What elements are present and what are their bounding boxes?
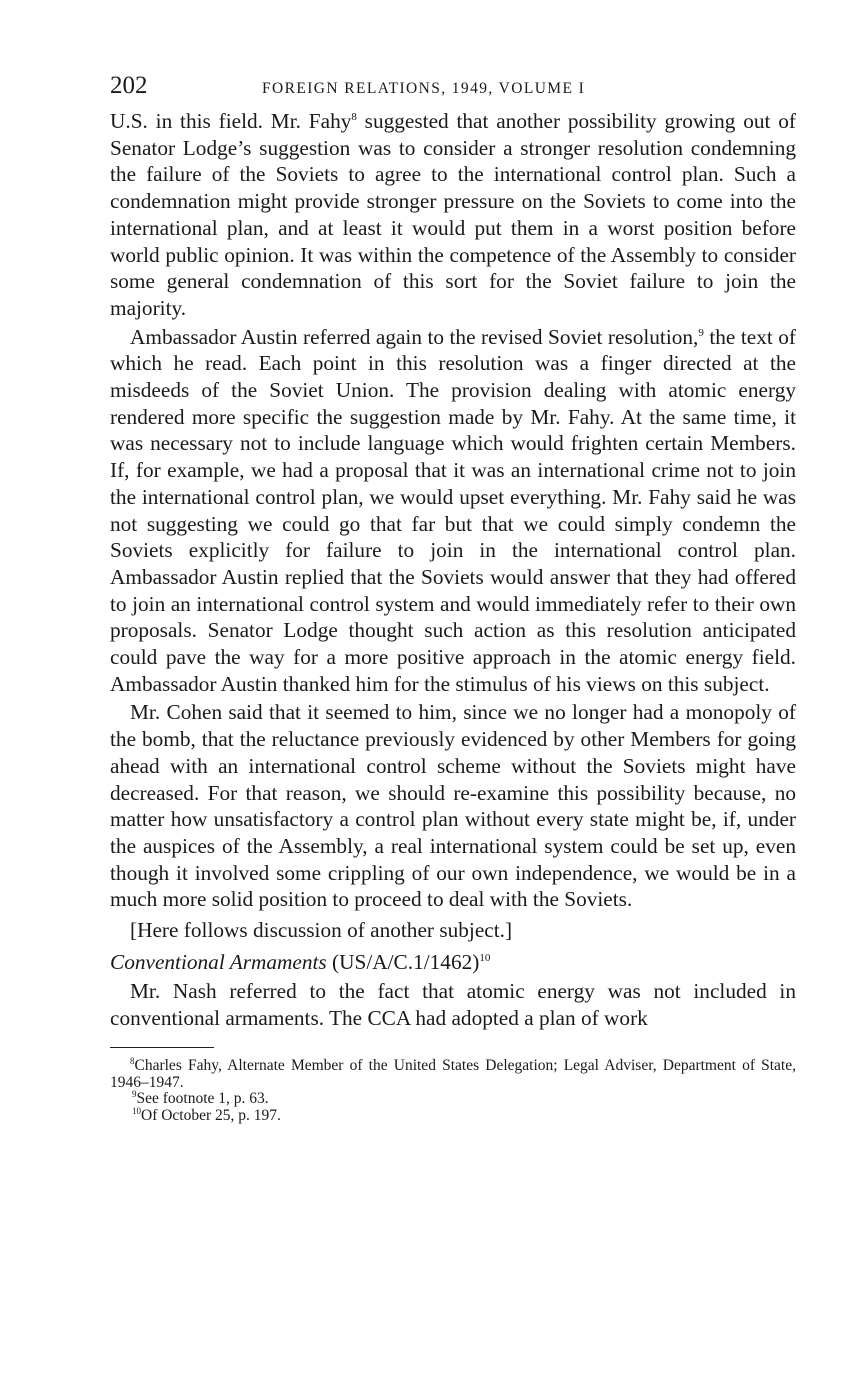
footnote	[110, 1058, 796, 1091]
footnote-ref: 8	[351, 110, 357, 123]
footnote-text: Charles Fahy, Alternate Member of the United States Delegation; Legal Adviser, Department of State, 1946–1947.	[110, 1057, 796, 1091]
footnotes	[110, 1058, 796, 1124]
footnote-text: See footnote 1, p. 63.	[136, 1090, 269, 1108]
paragraph-text: the text of which he read. Each point in this resolution was a finger directed at the misdeeds of the Soviet Union. The provision dealing with atomic energy rendered more specific the suggestion made by Mr. Fahy. At the same time, it was necessary not to include language which would frighten certain Members. If, for example, we had a proposal that it was an international crime not to join the international control plan, we would upset everything. Mr. Fahy said he was not suggesting we could go that far but that we could simply condemn the Soviets explicitly for failure to join in the international control plan. Ambassador Austin replied that the Soviets would answer that they had offered to join an international control system and would immediately refer to their own proposals. Senator Lodge thought such action as this resolution anticipated could pave the way for a more positive approach in the atomic energy field. Ambassador Austin thanked him for the stimulus of his views on this subject.	[110, 324, 797, 696]
footnote-mark: 8	[130, 1056, 135, 1067]
paragraph-text: suggested that another possibility growing out of Senator Lodge’s suggestion was to consider a stronger resolution condemning the failure of the Soviets to agree to the international control plan. Such a condemnation might provide stronger pressure on the Soviets to come into the international plan, and at least it would put them in a worst position before world public opinion. It was within the competence of the Assembly to consider some general condemnation of this sort for the Soviet failure to join the majority.	[110, 109, 797, 320]
footnote-ref: 10	[479, 951, 491, 964]
footnote-mark: 10	[132, 1105, 141, 1116]
footnote-divider	[110, 1047, 214, 1048]
footnote-mark: 9	[132, 1089, 137, 1100]
section-heading	[110, 948, 796, 976]
paragraph	[110, 108, 796, 322]
paragraph-text: Ambassador Austin referred again to the revised Soviet resolution,	[130, 324, 699, 349]
paragraph	[110, 324, 796, 698]
footnote-ref: 9	[698, 326, 704, 339]
document-page	[110, 68, 796, 1124]
body-text	[110, 108, 796, 1031]
paragraph: Mr. Cohen said that it seemed to him, since we no longer had a monopoly of the bomb, that the reluctance previously evidenced by other Members for going ahead with an international control scheme without the Soviets might have decreased. For that reason, we should re-examine this possibility because, no matter how unsatisfactory a control plan without every state might be, if, under the auspices of the Assembly, a real international system could be set up, even though it involved some crippling of our own independence, we would be in a much more solid position to proceed to deal with the Soviets.	[110, 700, 796, 912]
section-title: Conventional Armaments	[110, 949, 327, 974]
footnote	[110, 1105, 796, 1125]
paragraph: Mr. Nash referred to the fact that atomic energy was not included in conventional armaments. The CCA had adopted a plan of work	[110, 978, 796, 1030]
running-title: FOREIGN RELATIONS, 1949, VOLUME I	[262, 80, 586, 97]
footnote-text: Of October 25, p. 197.	[141, 1106, 281, 1124]
footnote	[110, 1091, 796, 1108]
page-number: 202	[110, 72, 148, 99]
paragraph-text: U.S. in this field. Mr. Fahy	[110, 109, 352, 133]
editorial-note: [Here follows discussion of another subject.]	[130, 918, 513, 943]
page-header	[110, 68, 796, 108]
section-ref: (US/A/C.1/1462)	[326, 949, 480, 974]
